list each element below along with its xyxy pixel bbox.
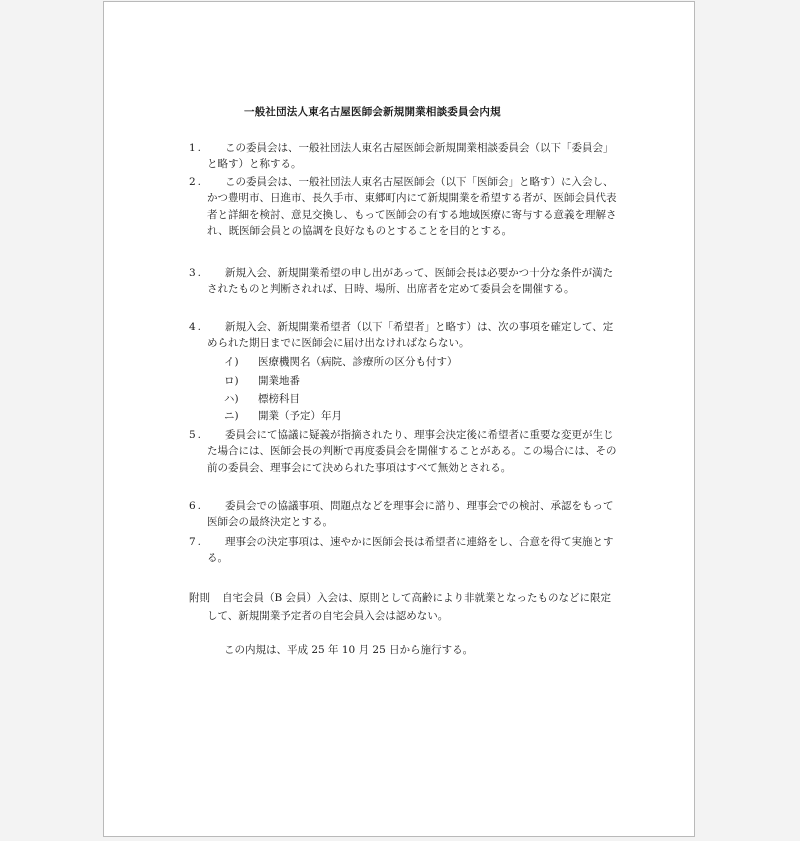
article-text: 新規入会、新規開業希望者（以下「希望者」と略す）は、次の事項を確定して、定められた期日までに医師会に届け出なければならない。 xyxy=(207,321,614,350)
document-page xyxy=(103,1,695,837)
subitem-mark: ニ) xyxy=(224,410,239,422)
article-number: 5. xyxy=(189,429,204,441)
subitem-mark: イ) xyxy=(224,356,239,368)
subitem-d xyxy=(224,408,342,424)
article-2 xyxy=(189,174,619,239)
subitem-c xyxy=(224,391,300,407)
article-number: 1. xyxy=(189,142,204,154)
subitem-mark: ハ) xyxy=(224,393,239,405)
document-title: 一般社団法人東名古屋医師会新規開業相談委員会内規 xyxy=(244,106,501,118)
subitem-text: 医療機関名（病院、診療所の区分も付す） xyxy=(258,356,458,368)
appendix-text: 自宅会員（B 会員）入会は、原則として高齢により非就業となったものなどに限定して、新規開業予定者の自宅会員入会は認めない。 xyxy=(207,592,612,622)
article-text: この委員会は、一般社団法人東名古屋医師会（以下「医師会」と略す）に入会し、かつ豊明市、日進市、長久手市、東郷町内にて新規開業を希望する者が、医師会員代表者と詳細を検討、意見交換し、もって医師会の有する地域医療に寄与する意義を理解され、既医師会員との協調を良好なものとすることを目的とする。 xyxy=(207,176,617,237)
article-number: 6. xyxy=(189,500,204,512)
article-number: 4. xyxy=(189,321,204,333)
article-number: 3. xyxy=(189,267,204,279)
article-text: この委員会は、一般社団法人東名古屋医師会新規開業相談委員会（以下「委員会」と略す）と称する。 xyxy=(207,142,614,171)
article-4 xyxy=(189,319,619,352)
subitem-text: 開業（予定）年月 xyxy=(258,410,342,422)
article-1 xyxy=(189,140,619,173)
appendix xyxy=(189,589,619,625)
article-number: 2. xyxy=(189,176,204,188)
article-3 xyxy=(189,265,619,298)
article-text: 委員会にて協議に疑義が指摘されたり、理事会決定後に希望者に重要な変更が生じた場合には、医師会長の判断で再度委員会を開催することがある。この場合には、その前の委員会、理事会にて決められた事項はすべて無効とされる。 xyxy=(207,429,617,474)
appendix-head: 附則 xyxy=(189,592,210,604)
article-number: 7. xyxy=(189,536,204,548)
article-6 xyxy=(189,498,619,531)
subitem-b xyxy=(224,373,300,389)
subitem-a xyxy=(224,354,458,370)
article-5 xyxy=(189,427,619,476)
article-text: 新規入会、新規開業希望の申し出があって、医師会長は必要かつ十分な条件が満たされたものと判断されれば、日時、場所、出席者を定めて委員会を開催する。 xyxy=(207,267,614,296)
article-7 xyxy=(189,534,619,567)
article-text: 理事会の決定事項は、速やかに医師会長は希望者に連絡をし、合意を得て実施とする。 xyxy=(207,536,614,565)
subitem-text: 標榜科目 xyxy=(258,393,300,405)
enactment-date: この内規は、平成 25 年 10 月 25 日から施行する。 xyxy=(224,644,474,656)
subitem-text: 開業地番 xyxy=(258,375,300,387)
article-text: 委員会での協議事項、問題点などを理事会に諮り、理事会での検討、承認をもって医師会の最終決定とする。 xyxy=(207,500,614,529)
subitem-mark: ロ) xyxy=(224,375,239,387)
